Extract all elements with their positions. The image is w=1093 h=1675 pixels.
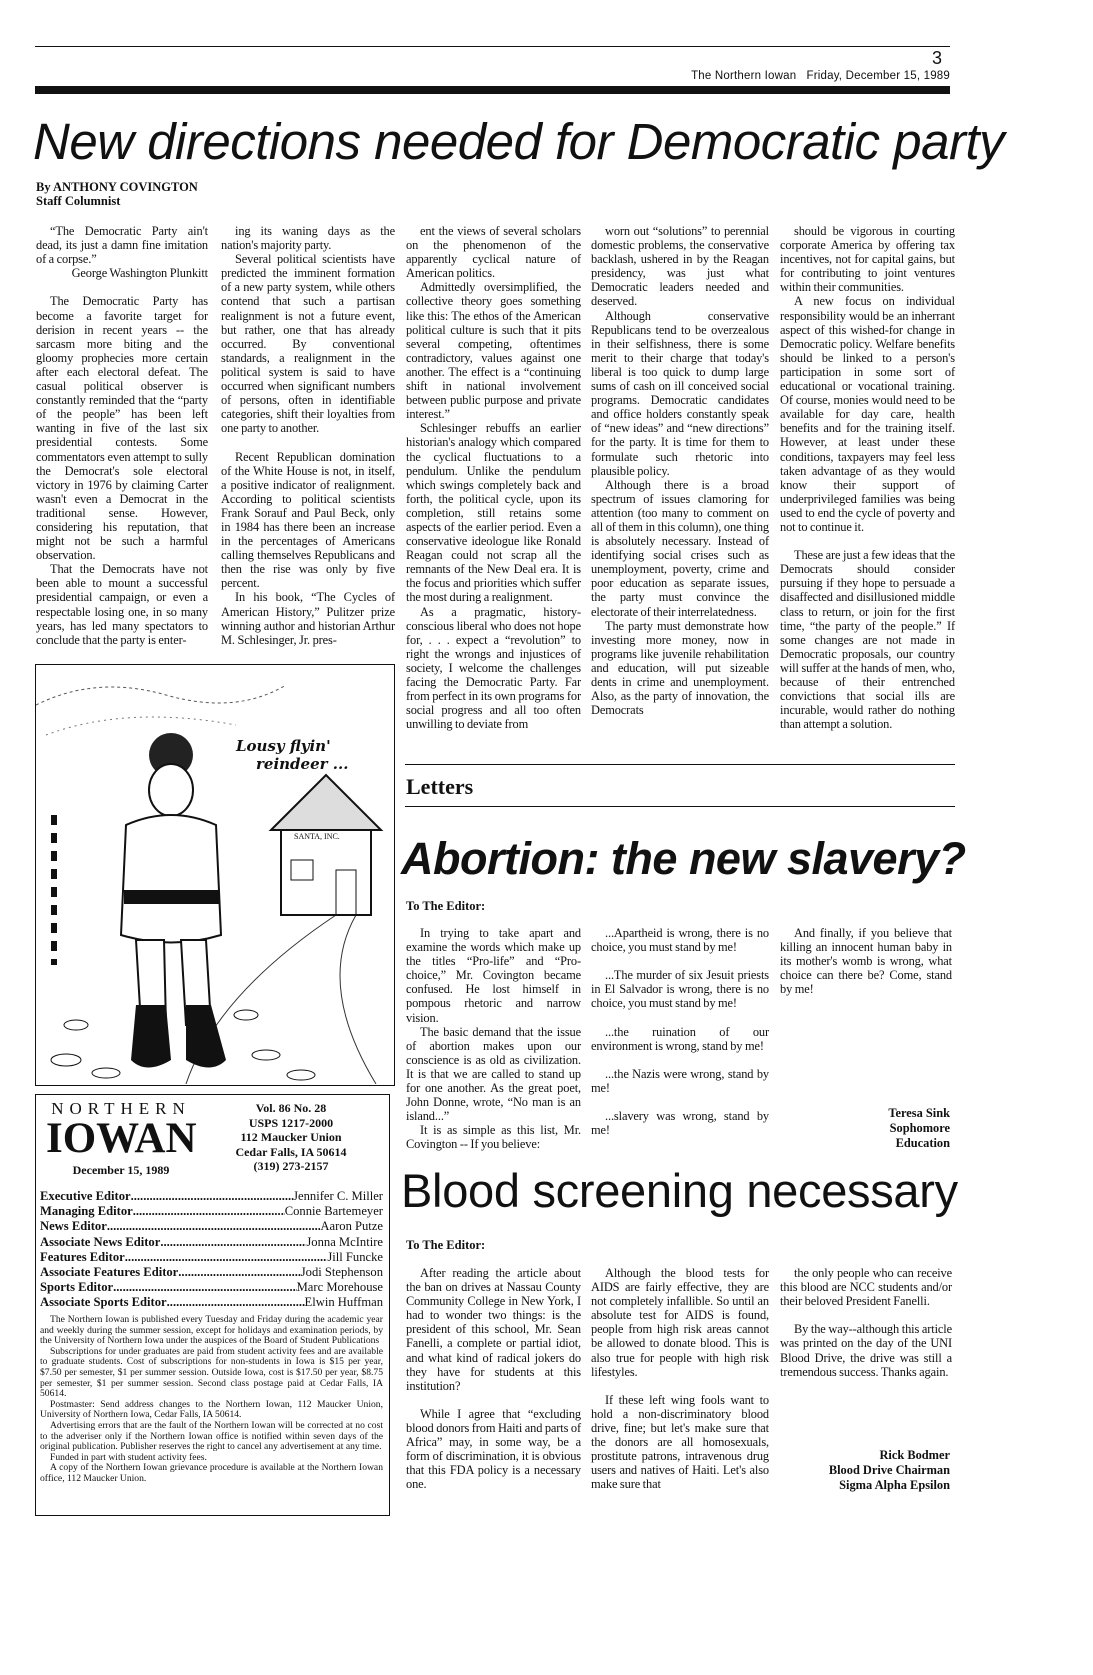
blood-signature	[829, 1448, 950, 1493]
paragraph: the only people who can receive this blood are NCC students and/or their beloved President Fanelli.	[780, 1266, 952, 1309]
staff-name: Marc Morehouse	[296, 1280, 383, 1295]
paragraph	[591, 1379, 769, 1393]
top-rule	[35, 46, 950, 47]
paragraph: The party must demonstrate how investing more money, now in programs like juvenile rehabilitation and education, will put sizeable dents in crime and unemployment. Also, as the party of innovation, the Democrats	[591, 618, 769, 718]
abortion-column-1	[406, 926, 581, 1152]
masthead-logo	[46, 1099, 196, 1178]
cartoon-caption-line-2: reindeer ...	[256, 755, 349, 773]
paragraph: If these left wing fools want to hold a non-discriminatory blood drive, fine; but let's make sure that the donors are all homosexuals, prostitute patrons, intravenous drug users and natives of Haiti. Let's also make sure that	[591, 1392, 769, 1492]
paragraph: ent the views of several scholars on the phenomenon of the apparently cyclical nature of American politics.	[406, 224, 581, 281]
blood-column-3	[780, 1266, 952, 1379]
paragraph: That the Democrats have not been able to mount a successful presidential campaign, or even a respectable losing one, in so many years, has led many spectators to conclude that the party is enter-	[36, 562, 208, 647]
letters-rule-top	[405, 764, 955, 765]
paragraph: The Democratic Party has become a favorite target for derision in recent years -- the sarcasm more biting and the gloomy prophecies more certain after each electoral defeat. The casual political observer is constantly reminded that the “party of the people” has been left wanting in five of the last six presidential contests. Some commentators even attempt to sully the Democrat's sole electoral victory in 1976 by claiming Carter wasn't even a Democrat in the traditional sense. However, considering his reputation, that might not be such a harmful observation.	[36, 294, 208, 563]
signature-name: Teresa Sink	[888, 1106, 950, 1120]
abortion-signature	[888, 1106, 950, 1151]
paragraph	[591, 1095, 769, 1109]
editorial-cartoon	[35, 664, 395, 1086]
paragraph	[780, 534, 955, 548]
dot-leader	[107, 1219, 321, 1234]
masthead-info	[216, 1101, 366, 1174]
phone-number: (319) 273-2157	[253, 1159, 329, 1173]
address-line-2: Cedar Falls, IA 50614	[235, 1144, 347, 1159]
article-column-1	[36, 224, 208, 647]
paragraph: In his book, “The Cycles of American History,” Pulitzer prize winning author and historian Arthur M. Schlesinger, Jr. pres-	[221, 590, 395, 647]
byline-role: Staff Columnist	[36, 194, 121, 208]
cartoon-drawing	[36, 665, 393, 1084]
masthead-fine-print	[40, 1315, 383, 1485]
staff-row	[40, 1280, 383, 1295]
abortion-headline: Abortion: the new slavery?	[401, 833, 966, 884]
paragraph	[406, 1393, 581, 1407]
staff-row	[40, 1189, 383, 1204]
article-column-5	[780, 224, 955, 731]
masthead-date: December 15, 1989	[72, 1163, 170, 1177]
abortion-column-2	[591, 926, 769, 1137]
cartoon-caption	[236, 737, 348, 773]
paragraph: Although the blood tests for AIDS are fairly effective, they are not completely infallible. So until an absolute test for AIDS is found, people from high risk areas cannot be allowed to donate blood. This is also true for people with high risk lifestyles.	[591, 1266, 769, 1379]
paragraph: Although there is a broad spectrum of issues clamoring for attention (too many to comment on all of them in this column), one thing is absolutely necessary. Instead of identifying social crises such as unemployment, poverty, crime and poor education as separate issues, the party must convince the electorate of their interrelatedness.	[591, 477, 769, 619]
staff-name: Jennifer C. Miller	[293, 1189, 383, 1203]
staff-row	[40, 1250, 383, 1265]
volume-number: Vol. 86 No. 28	[255, 1101, 327, 1115]
staff-role: Executive Editor	[40, 1189, 131, 1203]
cartoon-sign: SANTA, INC.	[294, 832, 340, 841]
running-header	[691, 70, 950, 83]
page-number: 3	[932, 48, 943, 68]
staff-name: Aaron Putze	[320, 1219, 383, 1234]
paragraph: ...Apartheid is wrong, there is no choice, you must stand by me!	[591, 926, 769, 955]
cartoon-caption-line-1: Lousy flyin'	[236, 737, 331, 755]
paragraph: As a pragmatic, history-conscious liberal who does not hope for, . . . expect a “revolution” to right the wrongs and injustices of society, I welcome the challenges facing the Democratic Party. Far from perfect in its own programs for social progress and all too often unwilling to deviate from	[406, 604, 581, 732]
masthead-box	[35, 1094, 390, 1516]
staff-name: Jill Funcke	[327, 1249, 383, 1264]
paragraph	[591, 1053, 769, 1067]
signature-affiliation: Education	[895, 1136, 950, 1150]
paragraph: ...The murder of six Jesuit priests in El Salvador is wrong, there is no choice, you must stand by me!	[591, 968, 769, 1011]
staff-row	[40, 1235, 383, 1250]
paragraph: While I agree that “excluding blood donors from Haiti and parts of Africa” may, in some way, be a form of discrimination, it is obvious that this FDA policy is a necessary one.	[406, 1406, 581, 1492]
paragraph: Several political scientists have predicted the imminent formation of a new party system, while others contend that such a partisan realignment is not a future event, but rather, one that has already occurred. By conventional standards, a realignment in the political system is said to have occurred when significant numbers of persons, often in identifiable categories, shift their loyalties from one party to another.	[221, 252, 395, 436]
usps-number: USPS 1217-2000	[248, 1115, 334, 1130]
staff-role: Sports Editor	[40, 1280, 114, 1295]
paragraph: George Washington Plunkitt	[71, 266, 208, 281]
paragraph: Admittedly oversimplified, the collective theory goes something like this: The ethos of the American political culture is such that it pits several competing, oftentimes contradictory, values against one another. The effect is a “continuing shift in national involvement between public purpose and private interest.”	[406, 280, 581, 422]
paragraph: It is as simple as this list, Mr. Covington -- If you believe:	[406, 1123, 581, 1152]
paragraph: ing its waning days as the nation's majority party.	[221, 224, 395, 253]
paragraph: A new focus on individual responsibility would be an inherrant aspect of this wished-for change in Democratic policy. Welfare benefits should be linked to a person's participation in some sort of educational or vocational training. Of course, monies would need to be available for day care, health benefits and for the training itself. However, at least under these conditions, taxpayers may feel less taken advantage of as they would know their support of underprivileged families was being used to end the cycle of poverty and not to continue it.	[780, 294, 955, 534]
issue-date: Friday, December 15, 1989	[806, 70, 950, 82]
staff-row	[40, 1265, 383, 1280]
paragraph: Although conservative Republicans tend to be overzealous in their selfishness, there is some merit to their charge that today's liberal is too quick to dump large sums of cash on ill conceived social programs. Democratic candidates and office holders constantly speak of “new ideas” and “new directions” for the party. It is time for them to formulate such rhetoric into plausible policy.	[591, 308, 769, 478]
paragraph: In trying to take apart and examine the words which make up the titles “Pro-life” and “Pro-choice,” Mr. Covington became confused. He lost himself in pompous rhetoric and narrow vision.	[406, 926, 581, 1025]
paragraph: The Northern Iowan is published every Tuesday and Friday during the academic year and weekly during the summer session, except for holidays and examination periods, by the University of Northern Iowa under the auspices of the Board of Student Publications	[40, 1314, 383, 1347]
article-column-2	[221, 224, 395, 647]
masthead-name-bottom: IOWAN	[46, 1115, 197, 1162]
dot-leader	[133, 1204, 285, 1219]
dot-leader	[131, 1189, 294, 1204]
dot-leader	[125, 1250, 328, 1265]
paragraph: “The Democratic Party ain't dead, its just a damn fine imitation of a corpse.”	[36, 224, 208, 267]
staff-role: Features Editor	[40, 1249, 125, 1264]
staff-role: Managing Editor	[40, 1204, 133, 1219]
address-line-1: 112 Maucker Union	[240, 1130, 342, 1144]
paragraph	[221, 435, 395, 449]
paragraph	[780, 1308, 952, 1322]
staff-row	[40, 1295, 383, 1310]
dot-leader	[113, 1280, 296, 1295]
dot-leader	[167, 1295, 305, 1310]
signature-affiliation: Sigma Alpha Epsilon	[839, 1478, 950, 1492]
blood-salutation: To The Editor:	[406, 1238, 486, 1252]
paragraph: should be vigorous in courting corporate America by offering tax incentives, not for capital gains, but for contributing to joint ventures within their communities.	[780, 224, 955, 295]
blood-column-2	[591, 1266, 769, 1492]
abortion-salutation: To The Editor:	[406, 899, 486, 913]
signature-name: Rick Bodmer	[879, 1448, 950, 1462]
dot-leader	[178, 1265, 301, 1280]
paragraph: Schlesinger rebuffs an earlier historian's analogy which compared the cyclical fluctuations to a pendulum. Unlike the pendulum which swings completely back and forth, the political cycle, upon its completion, still retains some aspects of the earlier period. Even a conservative ideologue like Ronald Reagan could not scrap all the remnants of the New Deal era. It is the focus and priorities which suffer the most during a realignment.	[406, 421, 581, 605]
article-column-3	[406, 224, 581, 731]
paragraph: Funded in part with student activity fees.	[50, 1451, 207, 1463]
paragraph: By the way--although this article was printed on the day of the UNI Blood Drive, the drive was still a tremendous success. Thanks again.	[780, 1322, 952, 1379]
paragraph: ...the ruination of our environment is wrong, stand by me!	[591, 1024, 769, 1053]
staff-role: News Editor	[40, 1219, 107, 1234]
staff-row	[40, 1204, 383, 1219]
paragraph	[591, 1011, 769, 1025]
staff-name: Jonna McIntire	[306, 1234, 383, 1249]
paragraph: Advertising errors that are the fault of the Northern Iowan will be corrected at no cost to the adveriser only if the Northern Iowan office is notified within seven days of the original publication. Publisher reserves the right to cancel any advertisement at any time.	[40, 1419, 383, 1453]
abortion-column-3	[780, 926, 952, 996]
dot-leader	[160, 1235, 306, 1250]
signature-title: Sophomore	[889, 1121, 950, 1135]
staff-name: Connie Bartemeyer	[284, 1204, 383, 1219]
paper-name: The Northern Iowan	[691, 70, 797, 82]
paragraph: Postmaster: Send address changes to the Northern Iowan, 112 Maucker Union, University of Northern Iowa, Cedar Falls, IA 50614.	[40, 1398, 383, 1421]
paragraph: After reading the article about the ban on drives at Nassau County Community College in New York, I had to wonder two things: is the president of this school, Mr. Sean Fanelli, a complete or partial idiot, and what kind of radical jokers do they have for students at this institution?	[406, 1266, 581, 1393]
paragraph: These are just a few ideas that the Democrats should consider pursuing if they hope to persuade a disaffected and disillusioned middle class to return, or join for the first time, “the party of the people.” If some changes are not made in Democratic proposals, our country will suffer at the hands of men, who, because of their entrenched convictions that social ills are incurable, would rather do nothing than attempt a solution.	[780, 548, 955, 732]
article-headline: New directions needed for Democratic party	[33, 113, 1005, 170]
signature-title: Blood Drive Chairman	[828, 1463, 950, 1477]
paragraph: Subscriptions for under graduates are paid from student activity fees and are available to graduate students. Cost of subscriptions for non-students in Iowa is $15 per year, $7.50 per semester, $1 per summer session. Outside Iowa, cost is $17.50 per year, $8.75 per semester, $1 per summer session. Second class postage paid at Cedar Falls, IA 50614.	[40, 1345, 383, 1400]
paragraph: worn out “solutions” to perennial domestic problems, the conservative backlash, ushered in by the Reagan presidency, was just what Democratic leaders needed and deserved.	[591, 224, 769, 309]
paragraph: ...slavery was wrong, stand by me!	[591, 1109, 769, 1138]
header-bar	[35, 86, 950, 94]
byline	[36, 180, 198, 208]
blood-column-1	[406, 1266, 581, 1492]
staff-name: Elwin Huffman	[304, 1295, 383, 1310]
staff-role: Associate News Editor	[40, 1234, 161, 1249]
letters-rule-bottom	[405, 806, 955, 807]
masthead-name-top: NORTHERN	[51, 1099, 191, 1118]
byline-author: By ANTHONY COVINGTON	[36, 180, 198, 194]
paragraph: A copy of the Northern Iowan grievance procedure is available at the Northern Iowan office, 112 Maucker Union.	[40, 1462, 383, 1484]
staff-role: Associate Sports Editor	[40, 1295, 167, 1310]
paragraph	[591, 954, 769, 968]
staff-list	[40, 1189, 383, 1311]
paragraph: And finally, if you believe that killing an innocent human baby in its mother's womb is wrong, what choice can there be? Come, stand by me!	[780, 926, 952, 997]
letters-section-title: Letters	[406, 774, 474, 799]
paragraph	[36, 280, 208, 294]
staff-row	[40, 1219, 383, 1234]
blood-headline: Blood screening necessary	[401, 1164, 958, 1217]
article-column-4	[591, 224, 769, 717]
paragraph: Recent Republican domination of the White House is not, in itself, a positive indicator of realignment. According to political scientists Frank Sorauf and Paul Beck, only in 1984 has there been an increase in the percentages of Americans calling themselves Republicans and then the rise was only by five percent.	[221, 449, 395, 591]
paragraph: The basic demand that the issue of abortion makes upon our conscience is as old as civilization. It is that we are called to stand up for one another. As the great poet, John Donne, wrote, “No man is an island...”	[406, 1024, 581, 1124]
staff-name: Jodi Stephenson	[300, 1265, 383, 1280]
staff-role: Associate Features Editor	[40, 1265, 179, 1280]
paragraph: ...the Nazis were wrong, stand by me!	[591, 1066, 769, 1096]
